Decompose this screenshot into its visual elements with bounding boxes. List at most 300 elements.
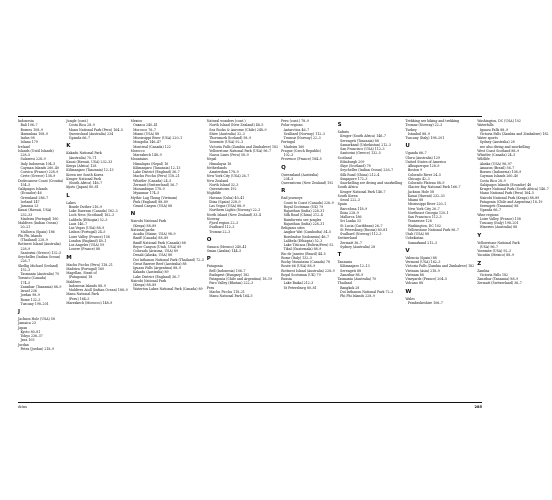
section-letter: V: [405, 247, 410, 254]
index-subentry: Samarkand (Uzbekistan) 212–3: [340, 142, 391, 147]
index-subentry: New York City 26–7: [407, 206, 440, 211]
index-subentry: Victoria Falls (Zambia and Zimbabwe) 182: [479, 131, 549, 136]
index-entry: Zanzibar (Tanzania) 88–9: [477, 277, 519, 281]
index-subentry: (Thailand) 228–9: [20, 238, 48, 242]
index-subentry: Kauai (Hawaii) 232–33: [407, 193, 445, 198]
index-subentry: 228–9: [20, 246, 31, 251]
index-subentry: Manu National Park 164–5: [209, 294, 253, 298]
index-subentry: Serengeti 88: [340, 268, 361, 273]
index-entry: Polar regions: [281, 123, 303, 128]
index-subentry: Northern Lights (Norway) 22–3: [209, 208, 261, 213]
index-subentry: Silk Road (China) 212–4: [340, 172, 380, 177]
index-subentry: 154–5: [20, 182, 31, 187]
index-subentry: Italy Indonesia 104–5: [20, 161, 56, 166]
index-subentry: Sulawesi 228–9: [20, 157, 46, 162]
index-subentry: Colorado (Arizona, USA) 89: [133, 249, 178, 253]
index-subentry: Tuscany (Italy) 198–201: [479, 221, 519, 225]
section-letter: Z: [477, 260, 482, 267]
index-subentry: Patagonia (Chile and Argentina) 18–19: [479, 199, 543, 204]
index-entry: Phi Phi Islands: [18, 233, 43, 238]
index-subentry: Bali 106–7: [20, 123, 38, 128]
index-entry: Japan: [18, 325, 28, 330]
index-subentry: Angkor Wat (Cambodia) 34–5: [283, 230, 332, 235]
index-entry: Skellig Michael (Ireland): [18, 263, 59, 268]
index-entry: Oaxaca (Mexico) 240–41: [206, 244, 247, 249]
index-subentry: Samarkand 212–3: [407, 240, 438, 245]
index-subentry: Indus 98: [20, 136, 35, 140]
index-subentry: Singapore 172–3: [340, 176, 368, 181]
index-subentry: Coast to Coast (Canada) 226–9: [283, 200, 334, 205]
index-subentry: Bonde Duther 216–9: [68, 204, 103, 209]
index-subentry: Uganda 66–7: [479, 208, 501, 213]
index-entry: Mexico: [130, 119, 143, 123]
index-subentry: (Kenya) 88–89: [133, 223, 157, 228]
index-subentry: Glacier Bay National Park 166–7: [407, 185, 461, 190]
index-subentry: Tuscany 198–201: [20, 301, 49, 306]
index-entry: Valencia (Spain) 88: [405, 255, 437, 260]
index-entry: Zermatt (Switzerland) 36–7: [477, 281, 522, 286]
index-subentry: Sydney (Australia) 28: [340, 244, 376, 249]
index-subentry: Mississippi River (USA) 220–1: [133, 136, 183, 140]
index-entry: Peru: [206, 285, 215, 290]
index-subentry: Crete (Greece) 138–9: [20, 174, 56, 179]
index-subentry: Cayman Islands 260–40: [20, 165, 59, 170]
index-subentry: Machu Picchu (Peru) 118–21: [133, 174, 180, 179]
index-entry: Vietnam 88: [405, 272, 424, 277]
index-entry: Uluru (Australia) 129: [405, 155, 440, 160]
index-page: [18, 119, 549, 401]
index-entry: Wildlife: [477, 157, 490, 162]
index-entry: Queensland (Australia): [281, 172, 319, 177]
index-subentry: Snorkelling see diving and snorkelling: [340, 181, 403, 185]
index-subentry: Himalayas (Nepal) 16: [133, 161, 169, 166]
index-subentry: San Francisco (USA) 112–3: [340, 147, 385, 151]
index-subentry: Shire (Australia) 32–3: [209, 131, 245, 136]
index-subentry: Montreal (Canada) 122: [133, 144, 171, 149]
index-subentry: Barcelona 118–9: [340, 206, 368, 211]
index-entry: Magellan, Strait of: [66, 271, 97, 275]
index-subentry: Loire Valley (France) 158: [68, 234, 110, 239]
index-subentry: Santorini (Greece) 132–5: [340, 151, 381, 156]
index-entry: Maldives (Indian Ocean): [18, 221, 58, 225]
index-entry: United States of America: [405, 159, 447, 164]
index-entry: Lakes: [66, 200, 76, 205]
index-entry: Islands (Until Islands): [18, 148, 54, 153]
index-subentry: Indonesia Islands 88–9: [68, 283, 106, 288]
index-subentry: (USA) 96–7: [479, 244, 499, 249]
index-entry: Kilimanjaro (Tanzania) 12–13: [66, 168, 114, 173]
index-entry: Seychelles (Indian Ocean): [18, 255, 61, 259]
index-entry: Scotland: [337, 155, 352, 160]
index-subentry: Queensland (Australia) 234: [68, 131, 114, 136]
index-subentry: Zermatt (Switzerland) 36–7: [133, 182, 178, 187]
index-entry: Rocky Mountains (Canada) 78: [281, 260, 330, 264]
index-subentry: 234–5: [283, 176, 294, 181]
index-subentry: Serengeti (Tanzania) 88: [340, 138, 379, 143]
section-letter: S: [337, 122, 342, 128]
index-entry: Patagonia: [206, 264, 223, 269]
index-subentry: Kakadu (Australia) 89: [133, 270, 169, 275]
index-subentry: St Petersburg 80–81: [283, 285, 317, 290]
index-subentry: Jordan 98–9: [20, 293, 40, 298]
index-subentry: Kruger National Park 146–7: [340, 189, 386, 194]
index-subentry: 20–21: [20, 225, 31, 230]
index-subentry: Oaxaca 240–41: [133, 123, 158, 128]
index-subentry: Lalibela (Ethiopia) 52–3: [283, 238, 323, 243]
index-entry: Uganda 66–7: [405, 151, 427, 156]
index-subentry: Phi Phi Islands 228–9: [340, 294, 375, 298]
index-subentry: Louvre (France) 88: [68, 247, 100, 252]
index-entry: Nepal: [206, 157, 217, 162]
index-entry: South Africa: [337, 185, 358, 190]
section-letter: R: [281, 188, 286, 195]
index-entry: Vermont (USA) 162–3: [405, 260, 441, 264]
index-subentry: Cayman Islands 260–40: [479, 174, 519, 179]
index-subentry: Borneo (Indonesia) 108–9: [479, 170, 522, 174]
index-entry: Switzerland: [337, 236, 357, 241]
index-subentry: Silk Road (China) 212–4: [283, 213, 323, 218]
index-subentry: Rajasthan (India) 228–31: [283, 209, 325, 213]
index-subentry: Kruger National Park (South Africa) 146–7: [479, 187, 549, 191]
index-subentry: San Francisco 112–3: [407, 215, 442, 219]
index-subentry: 152–3: [20, 267, 31, 272]
index-subentry: Borneo 108–9: [20, 127, 43, 132]
index-subentry: Uganda 66–7: [68, 136, 91, 140]
index-subentry: Sri Lanka 33: [340, 219, 361, 224]
index-subentry: Kruger (South Africa) 146–7: [340, 134, 386, 139]
index-subentry: Antarctica 46–7: [283, 127, 310, 132]
index-entry: Manu National Park: [66, 292, 99, 297]
index-subentry: Wineries (Australia) 88: [479, 225, 518, 230]
index-entry: Wales: [405, 296, 415, 301]
index-subentry: Iolanu 179: [20, 140, 38, 145]
index-entry: Whistler (Canada) 24–5: [477, 153, 516, 157]
index-entry: Kauai (Hawaii, USA) 232–33: [66, 159, 113, 164]
index-column: [18, 119, 66, 401]
index-entry: Yellowstone National Park: [477, 240, 520, 245]
index-subentry: Pink (England) 88–89: [133, 199, 168, 204]
index-entry: Portugal: [281, 140, 295, 145]
index-subentry: Santorini (Greece) 132–5: [20, 250, 62, 255]
index-subentry: Alaska (USA) 96–97: [479, 161, 512, 166]
index-subentry: Victoria Falls 182: [479, 272, 509, 277]
section-letter: M: [66, 254, 72, 261]
index-subentry: Morocco 76–7: [133, 127, 156, 132]
index-subentry: Tromsø (Norway) 22–3: [283, 136, 321, 140]
index-subentry: (Australia) 70–71: [68, 155, 97, 160]
index-subentry: Lake Baikal 212–3: [283, 281, 314, 286]
index-subentry: Yosemite (USA) 92–3: [209, 140, 244, 145]
index-subentry: Havana (Cuba) 40–41: [209, 195, 245, 200]
index-entry: Water sports: [477, 136, 498, 140]
index-subentry: Tromsø 22–3: [209, 229, 231, 234]
index-subentry: 102–3: [283, 153, 294, 157]
index-entry: Spain: [337, 202, 347, 207]
index-subentry: Boston 9: [407, 168, 423, 173]
index-entry: Wine regions: [477, 212, 499, 217]
index-subentry: Mississippi River 220–1: [407, 202, 447, 207]
index-column: [338, 119, 406, 401]
index-entry: Nightlife: [206, 191, 222, 196]
index-subentry: Washington, DC 102: [407, 223, 441, 228]
index-entry: Kakadu National Park: [66, 151, 102, 156]
index-subentry: Yellowstone National Park 96–7: [407, 227, 459, 232]
index-subentry: see also diving and snorkelling: [479, 144, 530, 149]
index-subentry: Lake District (England) 36–7: [133, 274, 180, 279]
section-letter: L: [66, 192, 70, 199]
index-subentry: Northeast Georgia 120–1: [407, 210, 449, 215]
index-subentry: Kilimanjaro (Tanzania) 12–13: [133, 165, 181, 170]
index-entry: Mythic Lag Thung (Vietnam): [130, 195, 178, 200]
index-entry: Rottnest Island (Australia) 228–9: [281, 268, 335, 273]
index-subentry: Patagonia (Chile and Argentina) 18–19: [209, 277, 272, 281]
index-subentry: Nazca Lines (Peru) 58–9: [209, 153, 249, 157]
index-entry: South Korea: [337, 193, 358, 198]
index-entry: Turkey: [405, 127, 417, 132]
index-entry: Dodecanese Coast (Croatia): [18, 178, 64, 183]
index-subentry: Galápagos Islands (Ecuador) 46: [479, 182, 532, 187]
index-subentry: Himalayas 16: [209, 161, 232, 166]
index-subentry: Colorado Plateau 88–9: [407, 181, 445, 185]
index-subentry: Iguazu Falls 88–9: [479, 127, 508, 132]
index-subentry: Maldives Atoll (Indian Ocean) 188–9: [68, 288, 128, 292]
index-subentry: 232–33: [20, 212, 33, 217]
index-entry: Kruger National Park: [66, 176, 101, 181]
index-subentry: Yellowstone National Park (USA) 96–7: [209, 148, 272, 153]
index-subentry: Mozambique 178–9: [133, 187, 165, 191]
index-entry: New York City (USA) 26–7: [206, 174, 250, 179]
index-subentry: Seoul 222–3: [340, 198, 360, 202]
index-subentry: Tikal (Guatemala) 88–9: [283, 247, 322, 252]
index-subentry: Serengeti (Tanzania) 88: [479, 204, 519, 208]
index-subentry: Loch Ness (Scotland) 162–3: [68, 213, 114, 218]
index-entry: Zambia: [477, 268, 490, 273]
index-entry: North Island (New Zealand) 33–4: [206, 212, 261, 217]
index-subentry: Las Vegas (USA) 88–9: [209, 204, 245, 208]
index-entry: West Coast Scotland 88–9: [477, 148, 520, 153]
index-subentry: Bryce Canyon (Utah, USA) 89: [133, 244, 182, 249]
index-subentry: Svalbard (Norway) 112–3: [340, 232, 382, 236]
bottom-rule: [18, 402, 482, 403]
page-number: 285: [474, 405, 482, 409]
index-entry: Yosemite (USA) 92–3: [477, 249, 512, 253]
section-letter: K: [66, 143, 71, 150]
index-entry: Kyoto (Japan) 80–81: [66, 185, 99, 190]
index-subentry: Loire Valley (France) 158: [479, 216, 521, 221]
index-subentry: North Island (New Zealand) 48–5: [209, 123, 264, 128]
index-entry: Maldives: [66, 279, 81, 284]
top-rule: [18, 116, 482, 117]
index-entry: Netherlands: [206, 165, 227, 170]
index-subentry: Lake Daravan (Canada) 162–3: [68, 209, 118, 213]
index-subentry: Zanzibar 88–9: [340, 272, 364, 277]
index-entry: Madeira (Portugal) 160: [66, 266, 105, 271]
index-subentry: Miami 88: [407, 198, 424, 202]
index-subentry: (Patagonia) 18: [68, 275, 93, 280]
index-entry: Machu Picchu (Peru) 118–21: [66, 262, 113, 267]
index-entry: Route 66 (USA) 88–9: [281, 264, 316, 269]
index-column: [477, 119, 552, 401]
index-subentry: Lisbon (Portugal) 24–5: [68, 230, 106, 235]
index-subentry: Amazon (Brazil) 56–7: [479, 165, 515, 170]
index-subentry: 228–5: [20, 153, 31, 157]
index-subentry: Svalbard 112–3: [209, 225, 235, 230]
index-subentry: Denali (Alaska, USA) 88: [133, 253, 173, 258]
index-entry: Prague (Czech Republic): [281, 148, 322, 153]
index-entry: Toronto (Canada): [18, 276, 47, 281]
index-entry: Peru (cont.) 78–9: [281, 119, 309, 123]
index-subentry: Marrakech 148–9: [133, 153, 162, 157]
index-subentry: Kyoto 80–81: [20, 329, 41, 334]
index-entry: Vineyards (France) 204–5: [405, 277, 448, 281]
index-entry: Indonesia: [18, 119, 34, 123]
index-subentry: Mallorca 186: [340, 215, 362, 219]
index-entry: Provence (France) 184–5: [281, 157, 322, 162]
index-subentry: (Kenya) 88–89: [133, 283, 157, 287]
index-entry: Kenya (Africa) 128: [66, 164, 97, 168]
index-subentry: Banff (Canada) 88–89: [133, 236, 169, 241]
index-subentry: Albuquerque 128–9: [407, 164, 440, 168]
index-subentry: Los Angeles (USA) 59: [68, 243, 104, 247]
index-subentry: Banff National Park (Canada) 88: [133, 240, 186, 245]
index-entry: Vietnam (Asia) 218–9: [405, 268, 440, 273]
index-entry: Yucatán (Mexico) 88–9: [477, 253, 514, 258]
index-subentry: Mongolia 146–47: [133, 140, 161, 145]
index-subentry: (Ecuador) 46: [20, 191, 42, 196]
index-column: [405, 119, 477, 401]
index-entry: Jordan: [18, 342, 29, 347]
index-subentry: Queenstown 192: [209, 187, 237, 191]
index-subentry: North Island 32–3: [209, 182, 239, 187]
section-letter: W: [405, 288, 412, 295]
index-entry: Waterfalls: [477, 123, 494, 128]
index-subentry: Nairobi National Park (Kenya) 88–89: [479, 195, 540, 200]
index-subentry: Lalibela (Ethiopia) 52–3: [68, 217, 108, 222]
index-entry: Rottnest Island (Australia): [18, 242, 61, 247]
index-subentry: Colorado River 24–5: [407, 172, 441, 177]
index-entry: Jungle (cont.): [66, 119, 89, 123]
index-subentry: Whistler (Canada) 24–5: [133, 178, 172, 183]
index-entry: Victoria Falls (Zambia and Zimbabwe) 182: [405, 264, 475, 269]
index-entry: Jamaica 23: [18, 321, 36, 326]
index-subentry: Jackson Hole 58: [407, 189, 435, 194]
index-subentry: Lake Titicaca (Bolivia/Peru) 52: [283, 243, 334, 247]
index-subentry: Manu National Park (Peru) 164–5: [479, 191, 534, 196]
index-subentry: Ikwambaa 108–9: [20, 131, 48, 136]
index-subentry: Kilimanjaro 12–13: [340, 264, 370, 269]
section-letter: Q: [281, 164, 286, 171]
index-entry: New Zealand: [206, 178, 229, 183]
index-subentry: Lake District (England) 36–7: [133, 170, 180, 174]
index-entry: Nairobi National Park: [130, 278, 167, 283]
index-subentry: Iceland 147: [20, 199, 40, 204]
index-entry: Royal Scotsman (UK) 79: [281, 272, 321, 277]
index-entry: Ireland: [18, 144, 30, 149]
index-subentry: Victoria Falls (Zambia and Zimbabwe) 182: [209, 144, 279, 149]
index-subentry: London (England) 40–1: [68, 238, 107, 243]
index-subentry: 174–5: [20, 280, 31, 285]
index-entry: Marrakech (Morocco) 148–9: [66, 300, 113, 305]
index-subentry: Seychelles (Indian Ocean) 226–7: [340, 168, 394, 173]
index-subentry: Doi Inthanon National Park (Thailand) 72–3: [133, 257, 204, 262]
index-subentry: Myanmar 174–5: [133, 191, 160, 196]
index-column: [281, 119, 338, 401]
index-entry: Tuscany (Italy) 198–201: [405, 136, 445, 140]
index-entry: Religious sites: [281, 226, 305, 230]
section-letter: Y: [477, 232, 482, 239]
index-subentry: Tokyo 236–37: [20, 334, 43, 338]
index-entry: Utah (USA) 88: [405, 232, 429, 236]
index-entry: Korea see South Korea: [66, 172, 104, 177]
index-subentry: 226–7: [20, 259, 31, 264]
index-subentry: Mallorca (Spain) 186: [20, 229, 55, 234]
index-subentry: Jamaica 23: [20, 204, 39, 208]
index-subentry: Ibiza 228–9: [340, 210, 359, 215]
index-subentry: Amsterdam 178–9: [209, 170, 239, 174]
index-entry: Rio de Janeiro (Brazil) 44–5: [281, 251, 326, 256]
index-subentry: Rajasthan (India) 228–31: [283, 221, 325, 226]
index-subentry: Las Vegas (USA) 88–9: [68, 226, 105, 230]
index-subentry: Edinburgh 209: [340, 159, 365, 164]
index-entry: Kauai (Hawaii, USA): [18, 208, 52, 213]
index-subentry: Sea Rocks & Aurorae (Chile) 248–9: [209, 127, 267, 132]
index-subentry: Zermatt 36–7: [340, 240, 362, 245]
index-subentry: St Lucia (Caribbean) 26–7: [340, 223, 383, 228]
index-subentry: Istanbul 88–9: [407, 131, 430, 136]
index-subentry: (South Africa) 146–7: [68, 181, 103, 185]
section-letter: P: [206, 256, 211, 263]
index-subentry: Ibiza (Spain) 228–9: [209, 199, 241, 204]
index-subentry: Greenland 286–7: [20, 195, 49, 200]
index-subentry: Grand Canyon (USA) 88: [133, 204, 173, 208]
index-subentry: Iguazu Falls (Argentina) 88–9: [133, 266, 181, 270]
index-subentry: Costa Rica 28–9: [479, 178, 506, 183]
index-subentry: Royal Scotsman (UK) 79: [283, 204, 324, 209]
index-subentry: Bell (Indonesia) 106–7: [209, 268, 246, 273]
index-entry: Rail journeys: [281, 196, 303, 201]
index-subentry: Rome 132–3: [20, 297, 41, 302]
index-subentry: Waterton Lakes National Park (Canada) 89: [133, 287, 203, 292]
index-column: [207, 119, 281, 401]
index-subentry: Miami (USA) 88: [133, 131, 160, 136]
index-subentry: Petra (Jordan) 218–9: [20, 346, 55, 351]
index-subentry: Madeira (Portugal) 160: [20, 216, 59, 221]
index-subentry: Fjord region 22–3: [209, 221, 239, 225]
index-subentry: Tennessee 128: [407, 219, 432, 224]
index-subentry: Thorsmork (Iceland) 58–9: [209, 136, 252, 140]
section-letter: N: [130, 211, 136, 218]
index-subentry: Manu National Park (Peru) 164–5: [68, 127, 123, 132]
index-entry: Russia: [281, 277, 292, 281]
index-column: [131, 119, 207, 401]
index-entry: Jackson Hole (USA) 58: [18, 317, 55, 321]
index-entry: Queenstown (New Zealand) 192: [281, 181, 334, 185]
index-entry: Tasmania (Australia) 70: [337, 277, 377, 281]
index-subentry: Pembrokeshire 106–7: [407, 300, 443, 305]
index-subentry: Skye (Scotland) 78: [340, 164, 371, 168]
index-subentry: (Peru) 164–5: [68, 296, 90, 301]
index-subentry: Madeira 160: [283, 144, 305, 149]
index-subentry: Budapest (Hungary) 182: [209, 272, 250, 277]
section-letter: U: [405, 143, 410, 150]
index-subentry: Doi Inthanon National Park 72–3: [340, 289, 394, 294]
index-entry: Oman (Arabia) 144–5: [206, 249, 242, 253]
index-subentry: Java 105: [20, 338, 35, 343]
index-entry: Norway: [206, 216, 220, 221]
section-letter: T: [337, 252, 342, 258]
index-entry: Tromsø (Norway) 22–3: [405, 123, 443, 128]
index-subentry: Costa Rica 28–9: [68, 123, 95, 128]
